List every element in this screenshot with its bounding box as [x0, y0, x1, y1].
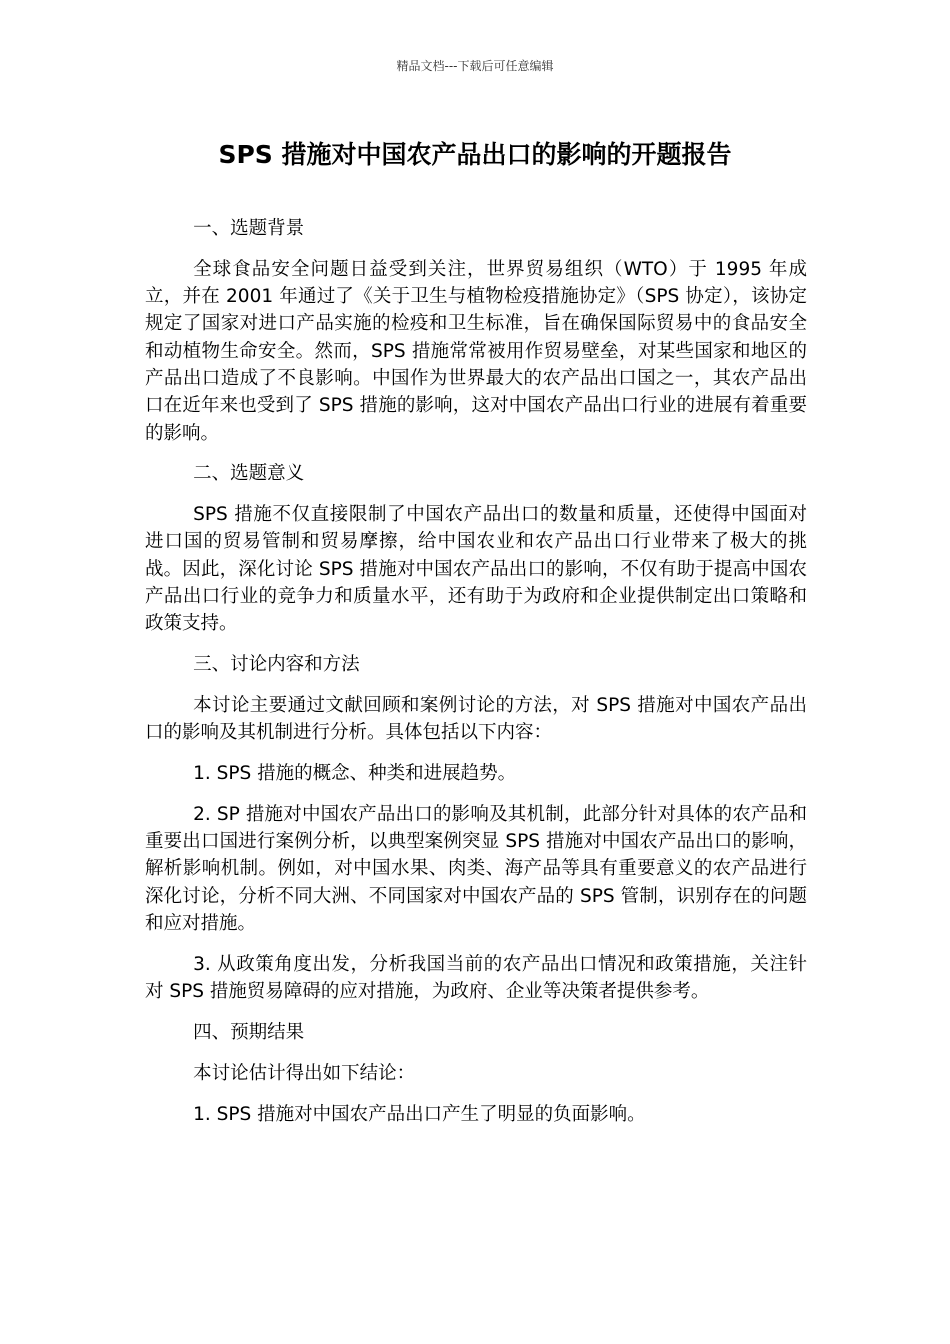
section-heading-results: 四、预期结果 [193, 1021, 305, 1043]
content-list-item: 1. SPS 措施的概念、种类和进展趋势。 [193, 763, 517, 785]
content-list-item: 2. SP 措施对中国农产品出口的影响及其机制，此部分针对具体的农产品和重要出口国进行案例分析，以典型案例突显 SPS 措施对中国农产品出口的影响，解析影响机制。例如，对中国水果、肉类、海产品等具有重要意义的农产品进行深化讨论，分析不同大洲、不同国家对中国农产品的 SPS 管制，识别存在的问题和应对措施。 [145, 803, 807, 935]
background-paragraph: 全球食品安全问题日益受到关注，世界贸易组织（WTO）于 1995 年成立，并在 2001 年通过了《关于卫生与植物检疫措施协定》（SPS 协定），该协定规定了国家对进口产品实施的检疫和卫生标准，旨在确保国际贸易中的食品安全和动植物生命安全。然而，SPS 措施常常被用作贸易壁垒，对某些国家和地区的产品出口造成了不良影响。中国作为世界最大的农产品出口国之一，其农产品出口在近年来也受到了 SPS 措施的影响，这对中国农产品出口行业的进展有着重要的影响。 [145, 258, 807, 444]
section-heading-significance: 二、选题意义 [193, 463, 305, 485]
document-title: SPS 措施对中国农产品出口的影响的开题报告 [218, 140, 732, 169]
content-intro-paragraph: 本讨论主要通过文献回顾和案例讨论的方法，对 SPS 措施对中国农产品出口的影响及其机制进行分析。具体包括以下内容： [145, 694, 807, 744]
document-body [145, 215, 807, 1141]
section-heading-content: 三、讨论内容和方法 [193, 654, 360, 676]
significance-paragraph: SPS 措施不仅直接限制了中国农产品出口的数量和质量，还使得中国面对进口国的贸易管制和贸易摩擦，给中国农业和农产品出口行业带来了极大的挑战。因此，深化讨论 SPS 措施对中国农产品出口的影响，不仅有助于提高中国农产品出口行业的竞争力和质量水平，还有助于为政府和企业提供制定出口策略和政策支持。 [145, 504, 807, 635]
results-list-item: 1. SPS 措施对中国农产品出口产生了明显的负面影响。 [193, 1103, 646, 1125]
content-list-item: 3. 从政策角度出发，分析我国当前的农产品出口情况和政策措施，关注针对 SPS 措施贸易障碍的应对措施，为政府、企业等决策者提供参考。 [145, 953, 807, 1003]
header-note: 精品文档---下载后可任意编辑 [396, 59, 554, 73]
results-intro-paragraph: 本讨论估计得出如下结论： [193, 1062, 416, 1084]
section-heading-background: 一、选题背景 [193, 218, 305, 239]
